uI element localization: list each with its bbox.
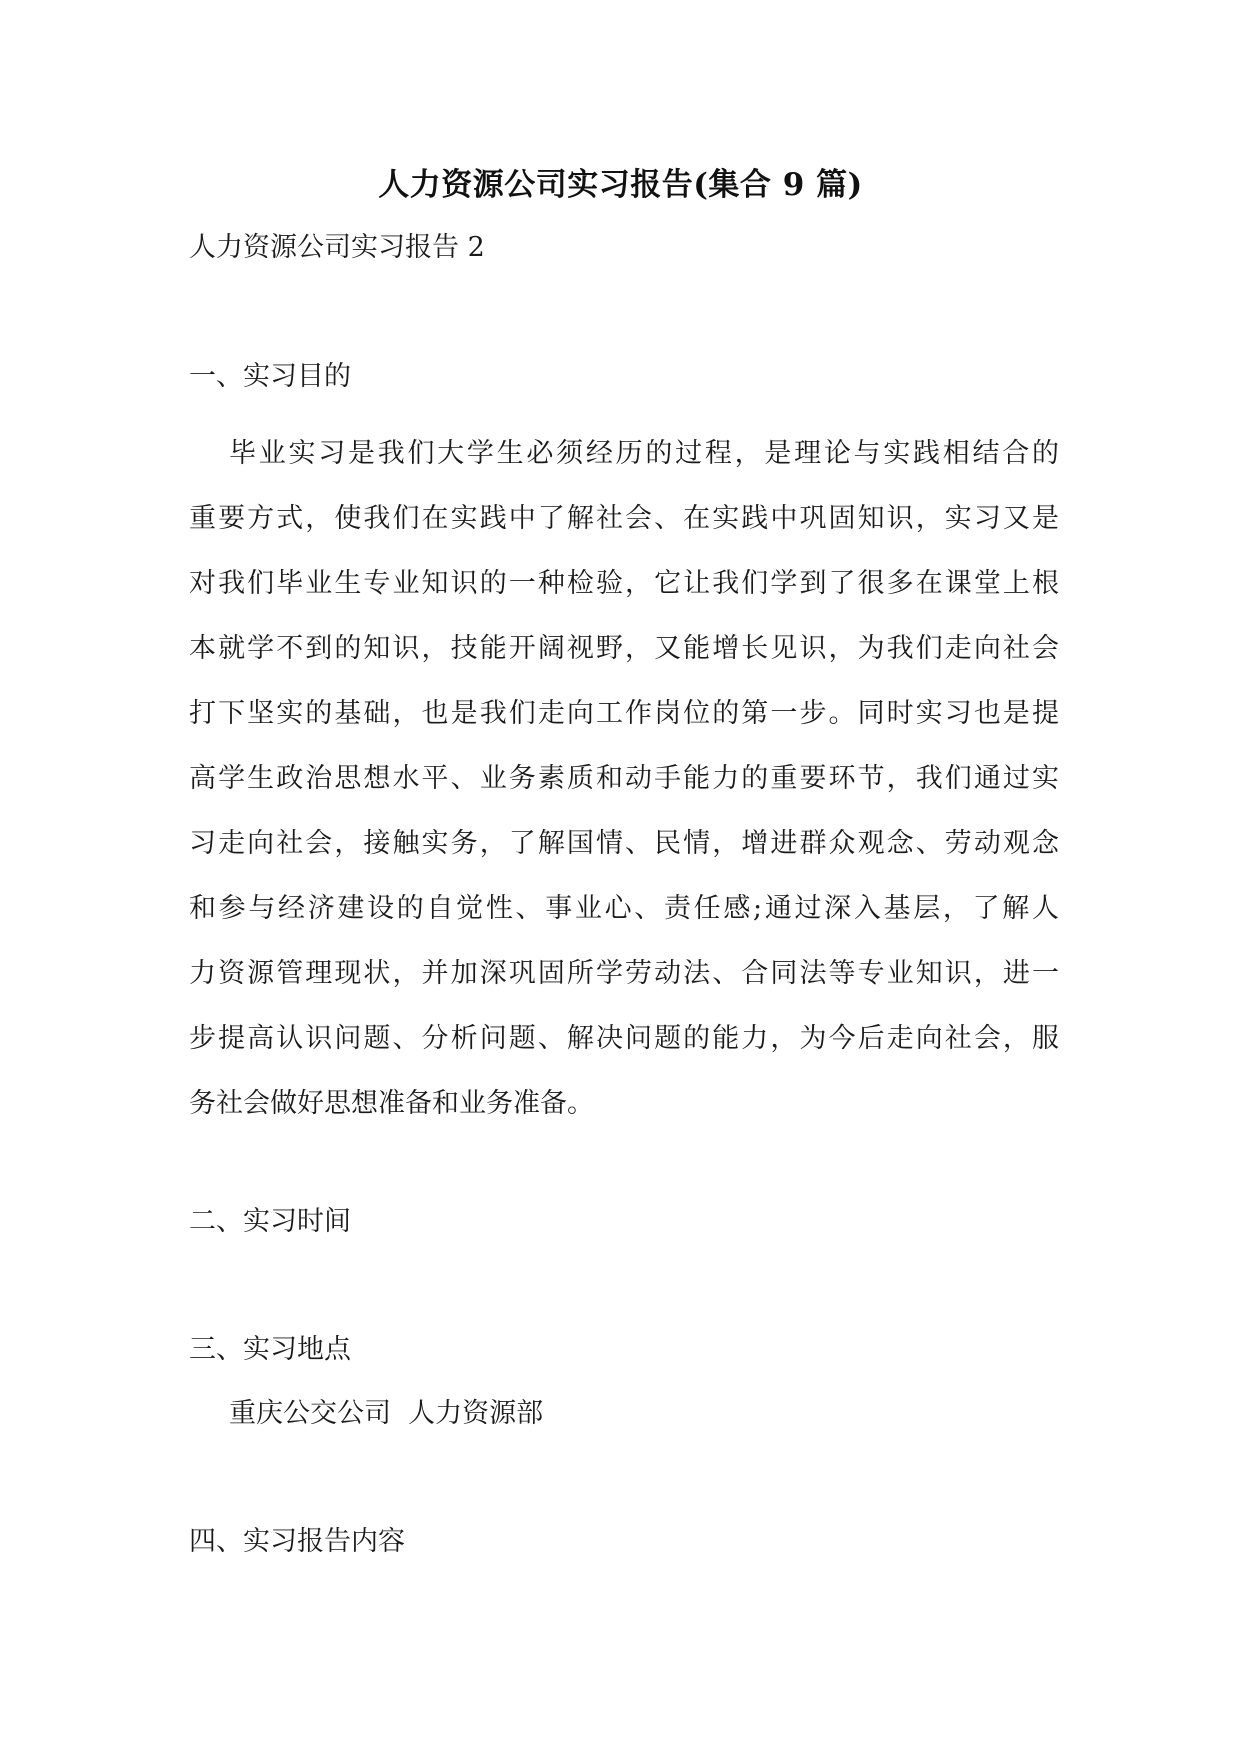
paragraph-line: 步提高认识问题、分析问题、解决问题的能力，为今后走向社会，服 — [189, 1023, 1059, 1054]
paragraph-line: 毕业实习是我们大学生必须经历的过程，是理论与实践相结合的 — [229, 438, 1059, 469]
document-title: 人力资源公司实习报告(集合 9 篇) — [378, 167, 863, 203]
paragraph-line: 重要方式，使我们在实践中了解社会、在实践中巩固知识，实习又是 — [189, 503, 1059, 534]
section-heading-purpose: 一、实习目的 — [189, 361, 351, 392]
paragraph-line: 打下坚实的基础，也是我们走向工作岗位的第一步。同时实习也是提 — [189, 698, 1059, 729]
paragraph-line: 对我们毕业生专业知识的一种检验，它让我们学到了很多在课堂上根 — [189, 568, 1059, 599]
paragraph-line: 高学生政治思想水平、业务素质和动手能力的重要环节，我们通过实 — [189, 763, 1059, 794]
section-heading-time: 二、实习时间 — [189, 1206, 351, 1237]
document-subtitle: 人力资源公司实习报告 2 — [189, 232, 485, 263]
purpose-paragraph — [189, 421, 1059, 1136]
section-heading-location: 三、实习地点 — [189, 1334, 351, 1365]
section-heading-content: 四、实习报告内容 — [189, 1526, 405, 1557]
location-text: 重庆公交公司 人力资源部 — [229, 1398, 544, 1429]
paragraph-line: 和参与经济建设的自觉性、事业心、责任感;通过深入基层，了解人 — [189, 893, 1059, 924]
paragraph-line: 务社会做好思想准备和业务准备。 — [189, 1088, 594, 1119]
paragraph-line: 习走向社会，接触实务，了解国情、民情，增进群众观念、劳动观念 — [189, 828, 1059, 859]
paragraph-line: 力资源管理现状，并加深巩固所学劳动法、合同法等专业知识，进一 — [189, 958, 1059, 989]
paragraph-line: 本就学不到的知识，技能开阔视野，又能增长见识，为我们走向社会 — [189, 633, 1059, 664]
